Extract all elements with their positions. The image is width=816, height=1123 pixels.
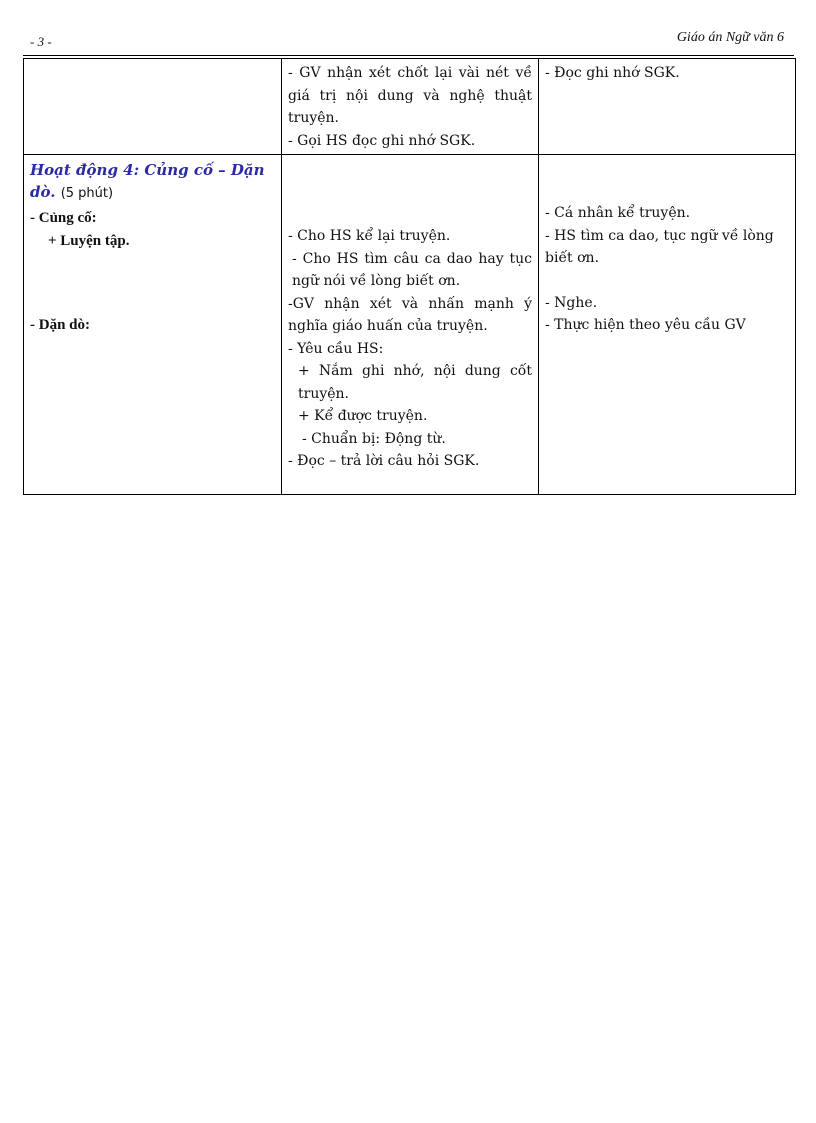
teacher-step: - Gọi HS đọc ghi nhớ SGK. xyxy=(288,132,476,149)
teacher-step: - Đọc – trả lời câu hỏi SGK. xyxy=(288,453,480,469)
teacher-activity-cell xyxy=(282,155,539,495)
teacher-step: -GV nhận xét và nhấn mạnh ý nghĩa giáo huấn của truyện. xyxy=(288,295,532,334)
student-step: - Thực hiện theo yêu cầu GV xyxy=(545,317,746,333)
document-title: Giáo án Ngữ văn 6 xyxy=(676,30,784,45)
teacher-step: + Nắm ghi nhớ, nội dung cốt truyện. xyxy=(298,363,532,402)
activity-title-text: Hoạt động 4: Củng cố – Dặn dò. xyxy=(30,161,265,201)
header-rule xyxy=(23,55,794,56)
teacher-activity-cell xyxy=(282,59,539,155)
activity-cell xyxy=(24,59,282,155)
student-activity-cell xyxy=(539,59,796,155)
label-dan-do: - Dặn dò: xyxy=(30,317,91,333)
lesson-plan-table xyxy=(23,58,796,495)
table-row xyxy=(24,155,796,495)
student-activity-cell xyxy=(539,155,796,495)
label-cung-co: - Củng cố: xyxy=(30,210,97,226)
teacher-step: - Chuẩn bị: Động từ. xyxy=(302,430,446,447)
teacher-step: - Cho HS kể lại truyện. xyxy=(288,228,451,244)
student-step: - Đọc ghi nhớ SGK. xyxy=(545,65,680,81)
label-luyen-tap: + Luyện tập. xyxy=(48,232,130,249)
table-row xyxy=(24,59,796,155)
activity-title xyxy=(30,159,275,205)
student-step: - Cá nhân kể truyện. xyxy=(545,205,691,221)
activity-cell xyxy=(24,155,282,495)
student-step: - HS tìm ca dao, tục ngữ về lòng biết ơn. xyxy=(545,227,774,266)
student-step: - Nghe. xyxy=(545,294,598,311)
page-number: - 3 - xyxy=(30,34,52,49)
activity-duration: (5 phút) xyxy=(60,186,114,201)
teacher-step: + Kể được truyện. xyxy=(298,408,428,424)
teacher-step: - Yêu cầu HS: xyxy=(288,340,384,357)
teacher-step: - GV nhận xét chốt lại vài nét về giá trị nội dung và nghệ thuật truyện. xyxy=(288,65,532,126)
teacher-step: - Cho HS tìm câu ca dao hay tục ngữ nói về lòng biết ơn. xyxy=(292,250,532,289)
